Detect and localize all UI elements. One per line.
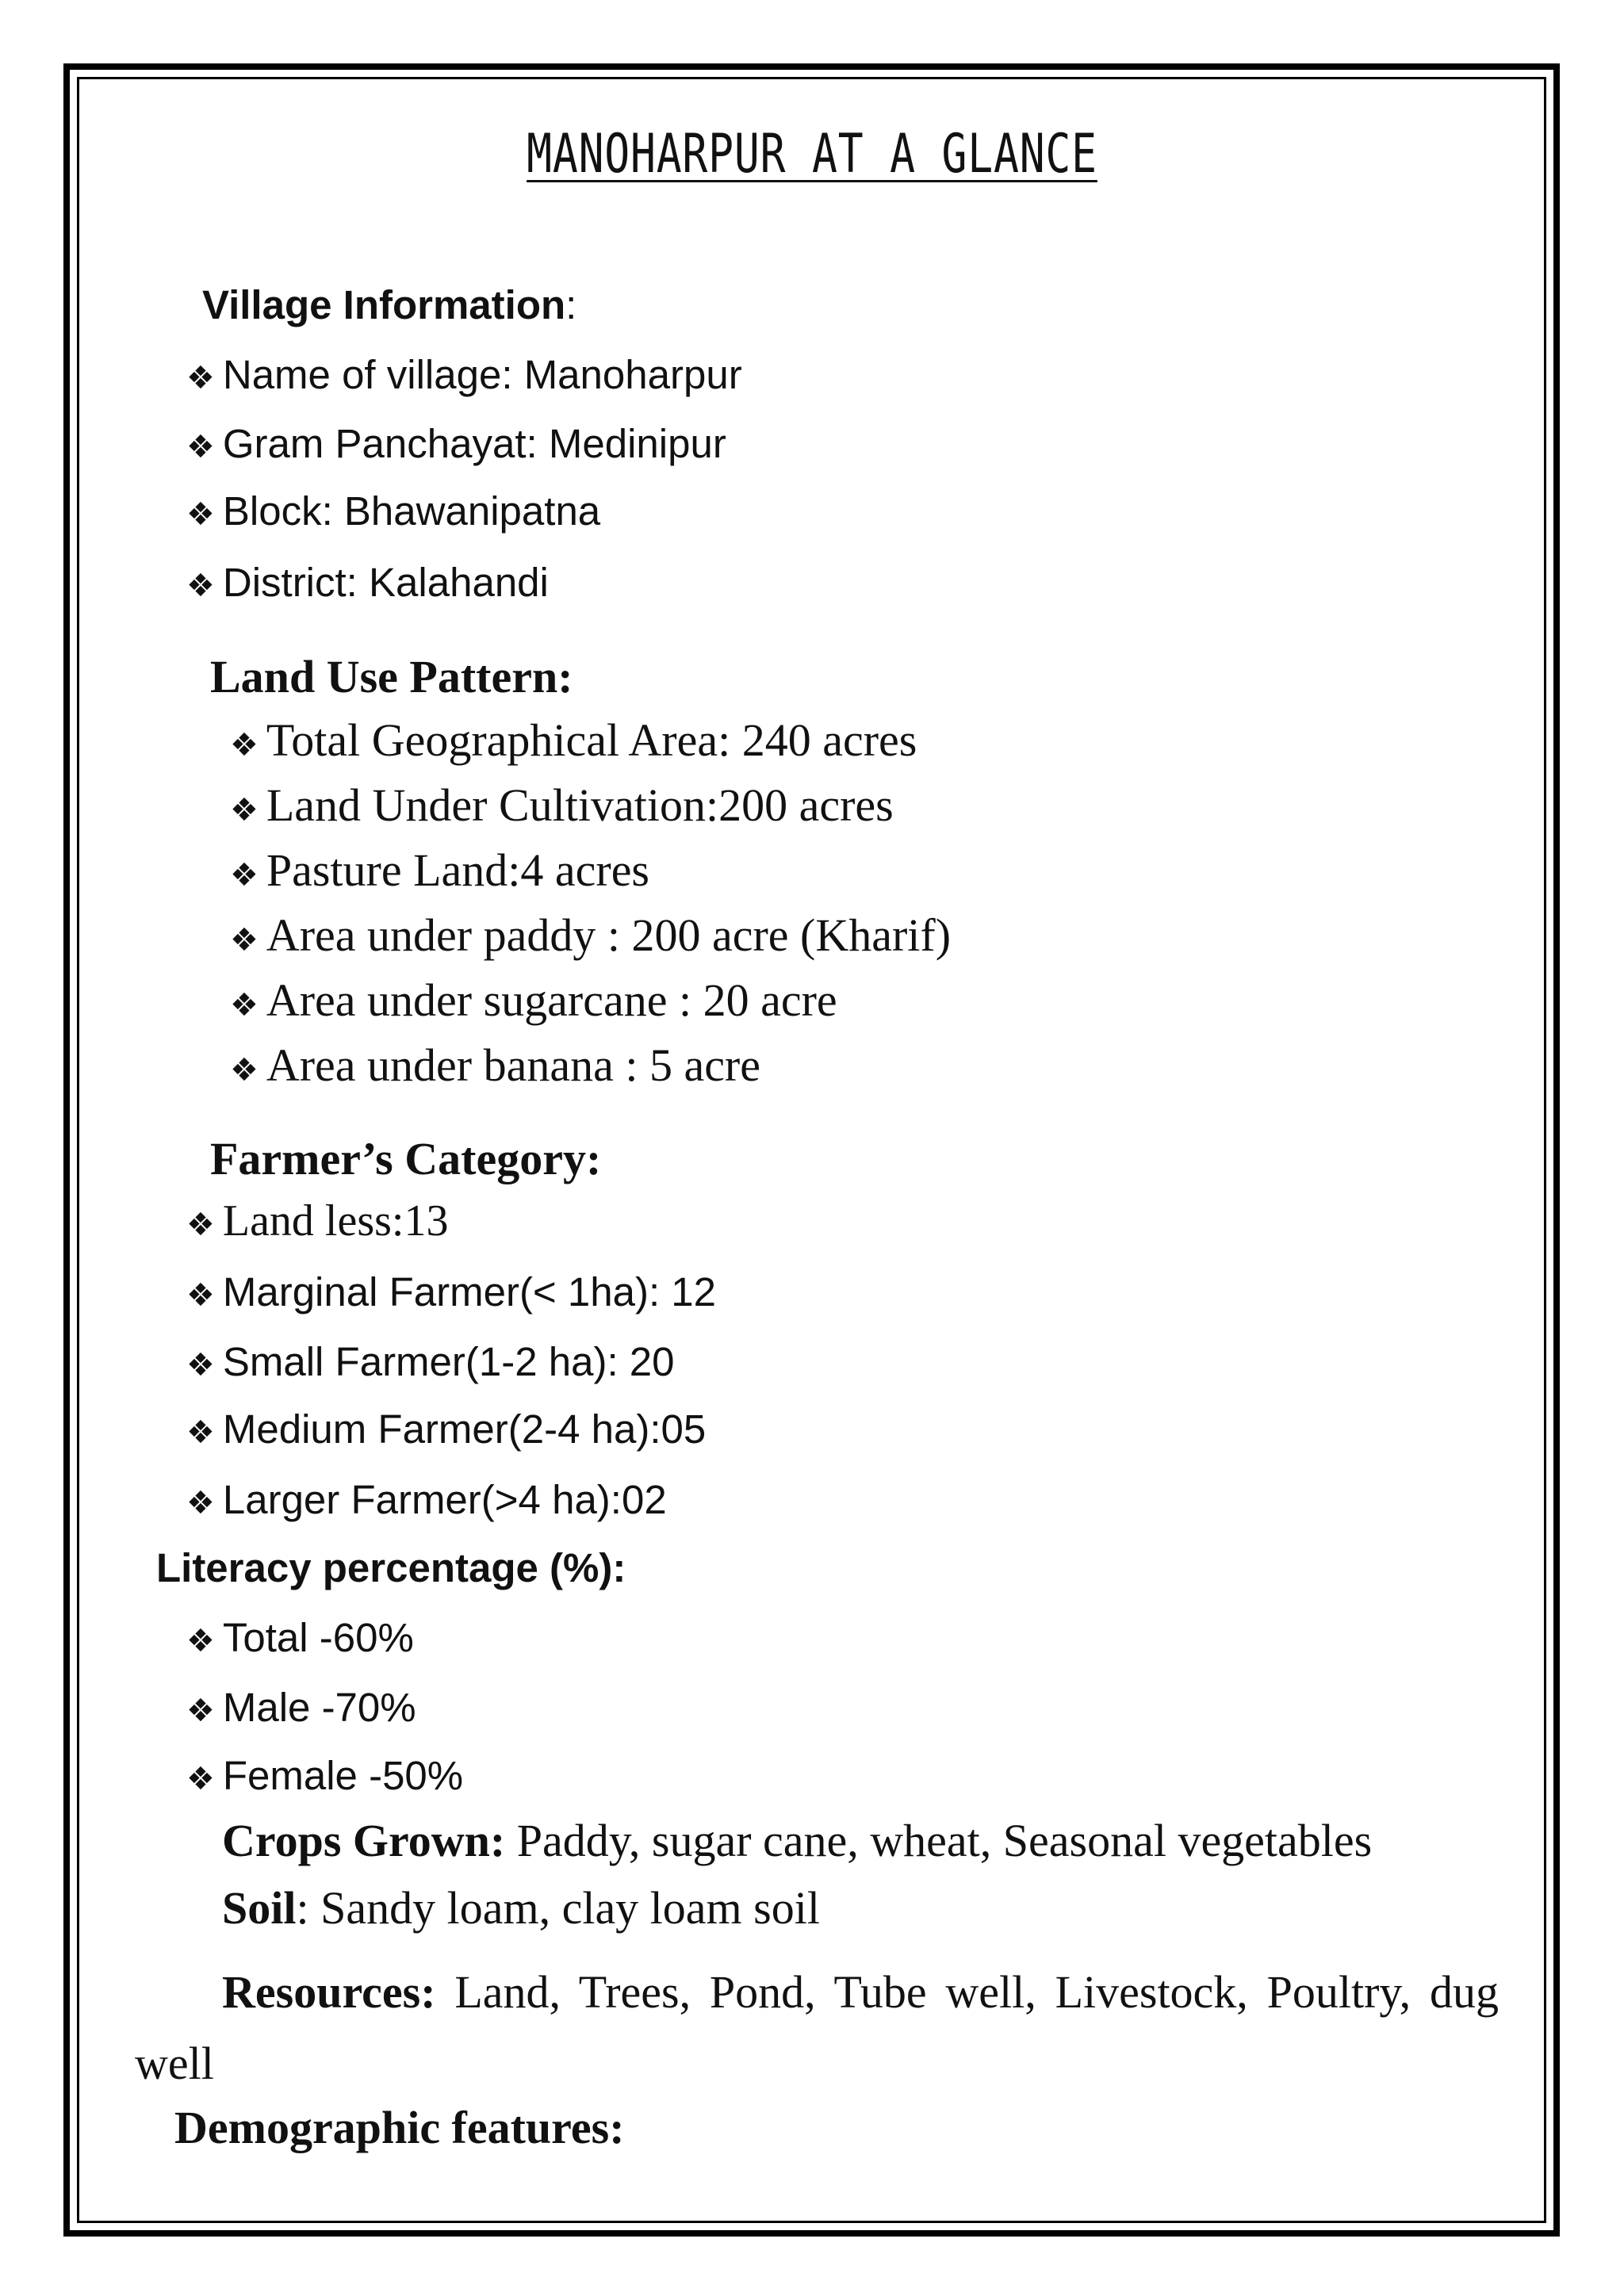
literacy-heading: Literacy percentage (%): <box>156 1545 626 1590</box>
diamond-bullet-icon: ❖ <box>186 1485 215 1521</box>
list-item: ❖ Name of village: Manoharpur <box>186 352 742 397</box>
list-item: ❖ Larger Farmer(>4 ha):02 <box>186 1477 667 1522</box>
list-item: ❖ Small Farmer(1-2 ha): 20 <box>186 1339 675 1384</box>
list-item: ❖ Total Geographical Area: 240 acres <box>230 714 917 766</box>
list-item: ❖ Marginal Farmer(< 1ha): 12 <box>186 1269 717 1314</box>
list-item: ❖ Land less:13 <box>186 1196 449 1246</box>
farmers-category-heading: Farmer’s Category: <box>210 1133 602 1184</box>
list-item: ❖ Total -60% <box>186 1615 414 1660</box>
village-info-heading: Village Information: <box>202 282 577 327</box>
list-item: ❖ Area under paddy : 200 acre (Kharif) <box>230 909 952 961</box>
diamond-bullet-icon: ❖ <box>230 987 259 1024</box>
diamond-bullet-icon: ❖ <box>186 568 215 604</box>
list-item: ❖ Medium Farmer(2-4 ha):05 <box>186 1406 707 1452</box>
list-item: ❖ Female -50% <box>186 1753 464 1798</box>
list-item: ❖ Gram Panchayat: Medinipur <box>186 421 726 466</box>
diamond-bullet-icon: ❖ <box>186 1761 215 1797</box>
soil-line: Soil: Sandy loam, clay loam soil <box>222 1882 820 1934</box>
resources-paragraph: Resources: Land, Trees, Pond, Tube well, Livestock, Poultry, dug well <box>135 1966 1499 2089</box>
diamond-bullet-icon: ❖ <box>186 360 215 396</box>
page-title: MANOHARPUR AT A GLANCE <box>527 123 1097 186</box>
diamond-bullet-icon: ❖ <box>186 1623 215 1659</box>
list-item: ❖ District: Kalahandi <box>186 560 549 605</box>
diamond-bullet-icon: ❖ <box>230 792 259 828</box>
list-item: ❖ Pasture Land:4 acres <box>230 844 650 896</box>
diamond-bullet-icon: ❖ <box>186 1414 215 1451</box>
diamond-bullet-icon: ❖ <box>186 1693 215 1729</box>
diamond-bullet-icon: ❖ <box>186 1277 215 1314</box>
diamond-bullet-icon: ❖ <box>186 1207 215 1243</box>
diamond-bullet-icon: ❖ <box>230 922 259 959</box>
list-item: ❖ Area under sugarcane : 20 acre <box>230 974 837 1026</box>
diamond-bullet-icon: ❖ <box>230 857 259 894</box>
land-use-heading: Land Use Pattern: <box>210 651 573 702</box>
demographic-heading: Demographic features: <box>174 2102 625 2153</box>
list-item: ❖ Block: Bhawanipatna <box>186 488 601 534</box>
diamond-bullet-icon: ❖ <box>230 727 259 763</box>
crops-grown-line: Crops Grown: Paddy, sugar cane, wheat, Seasonal vegetables <box>222 1815 1373 1866</box>
diamond-bullet-icon: ❖ <box>186 429 215 465</box>
list-item: ❖ Male -70% <box>186 1685 416 1730</box>
diamond-bullet-icon: ❖ <box>186 496 215 533</box>
diamond-bullet-icon: ❖ <box>230 1052 259 1089</box>
diamond-bullet-icon: ❖ <box>186 1347 215 1383</box>
list-item: ❖ Land Under Cultivation:200 acres <box>230 779 894 831</box>
list-item: ❖ Area under banana : 5 acre <box>230 1039 760 1091</box>
